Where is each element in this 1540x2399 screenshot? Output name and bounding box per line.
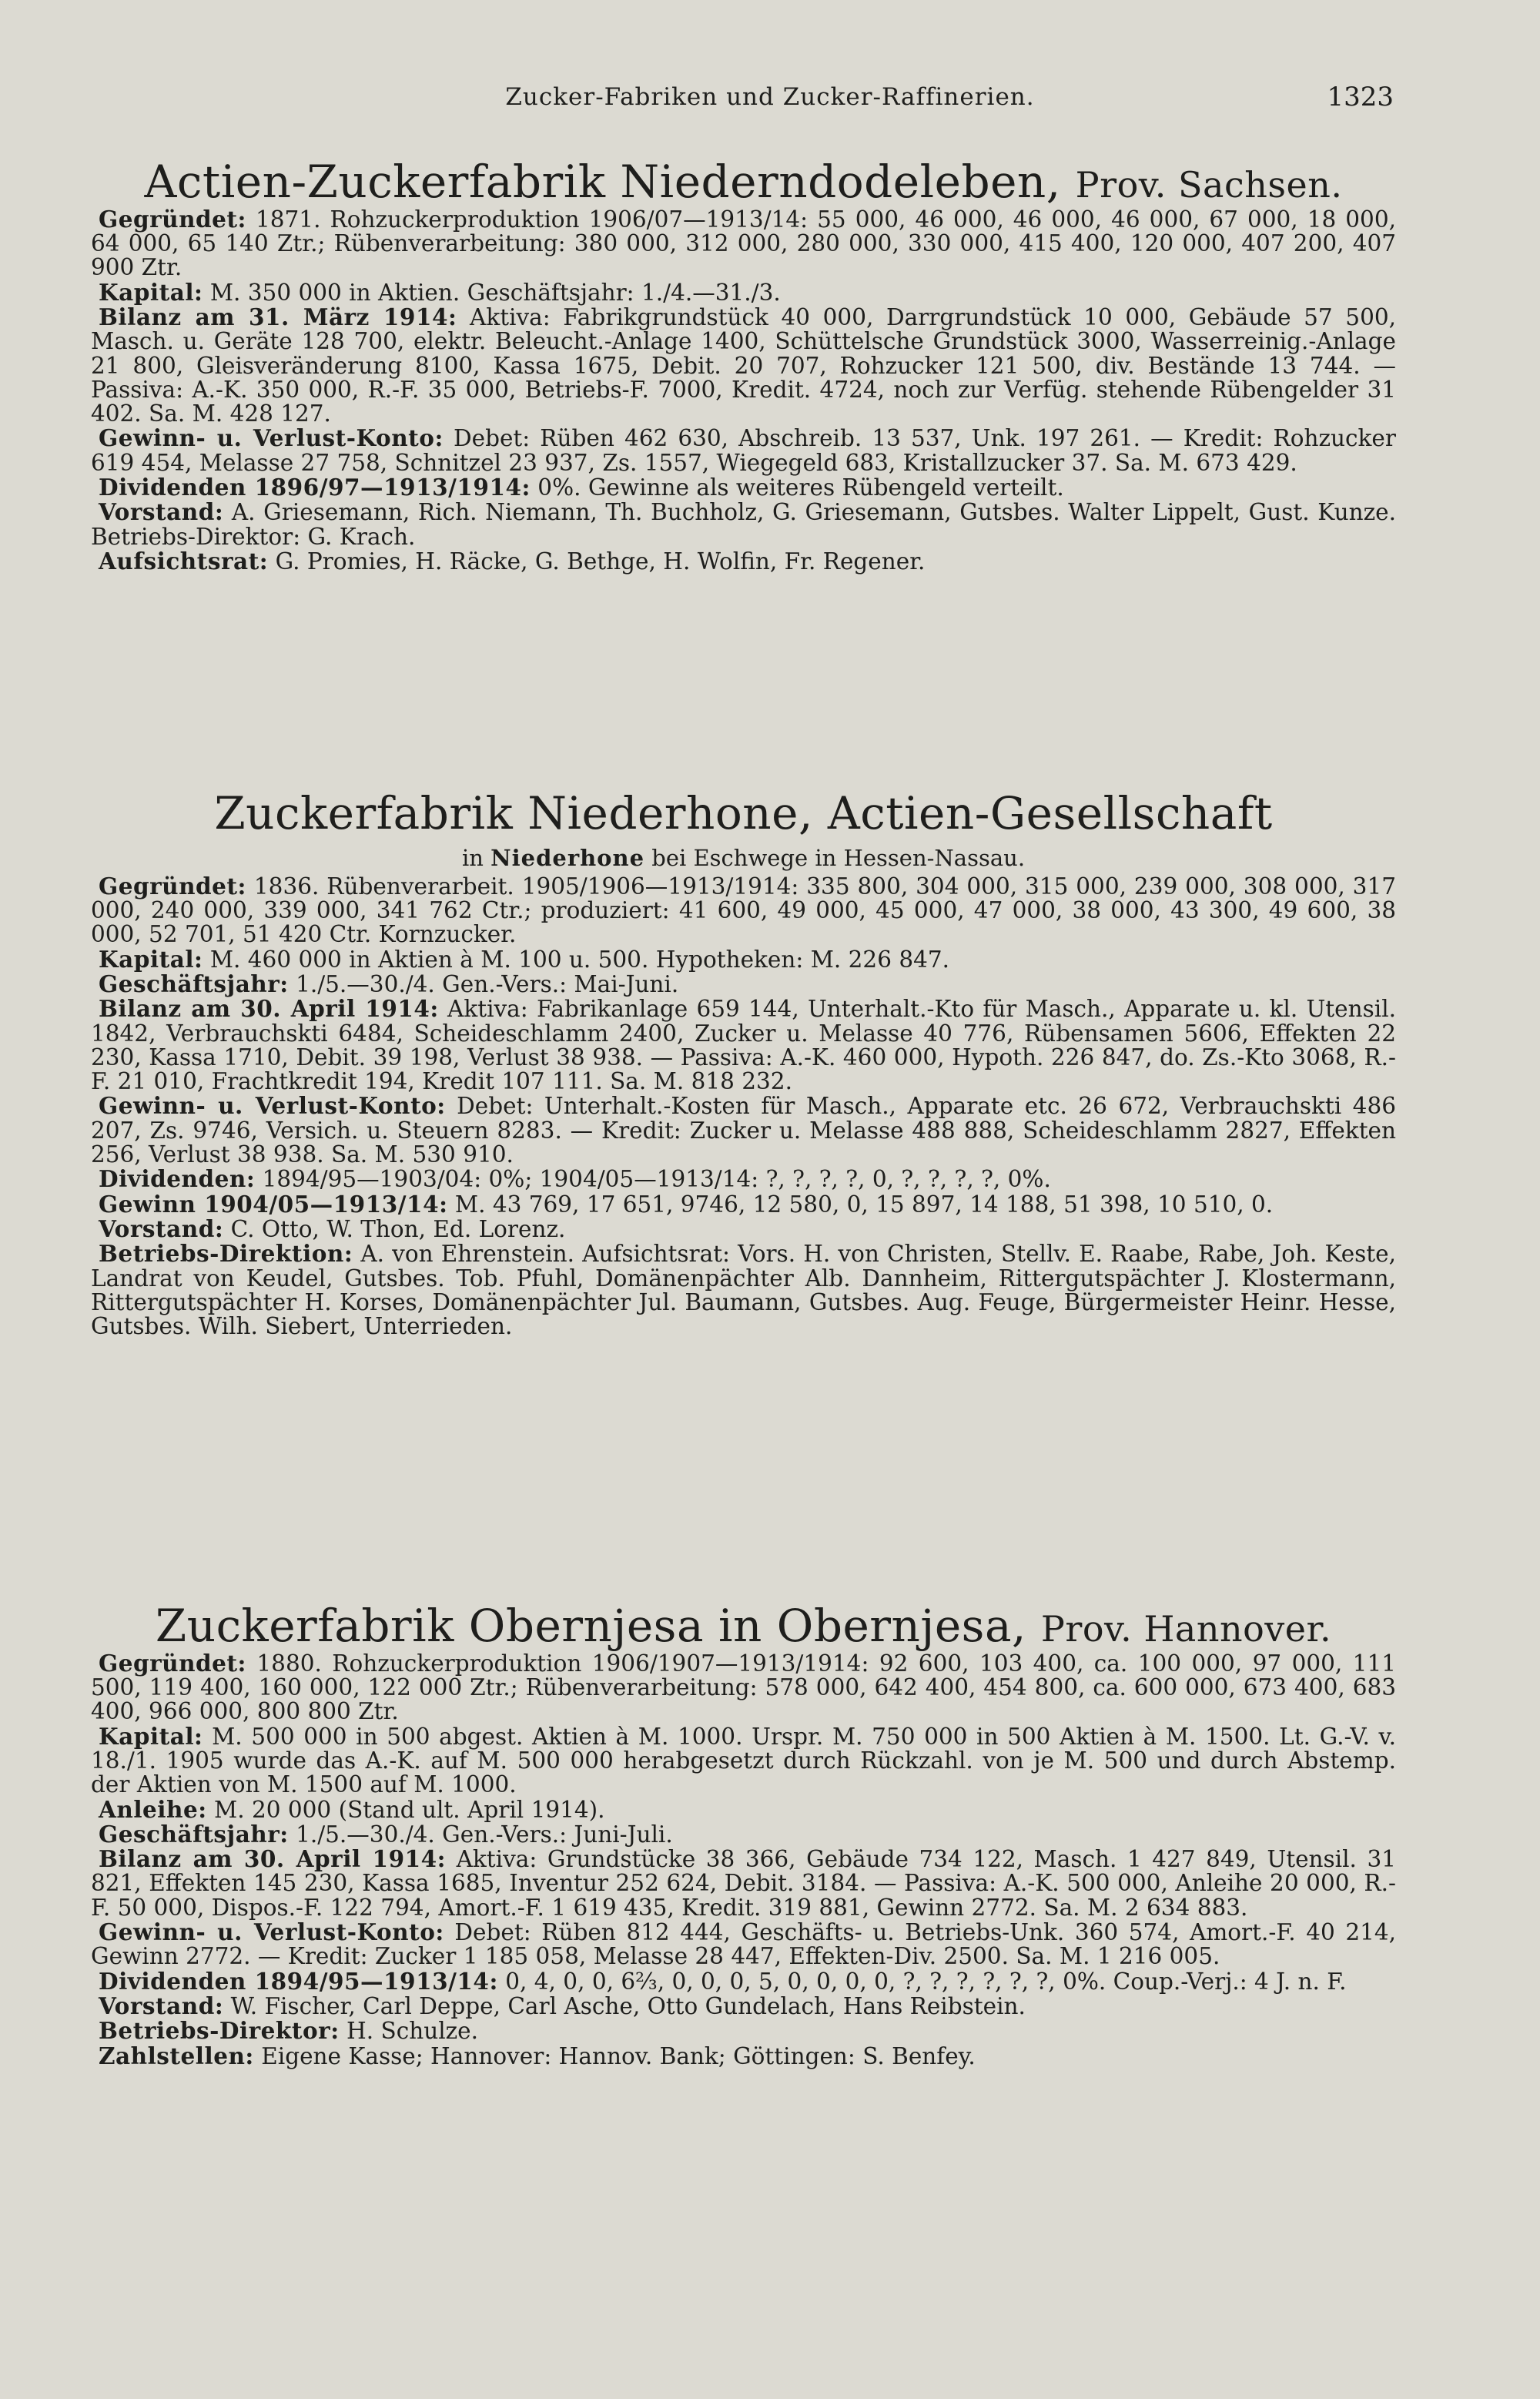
company-region: Prov. Sachsen. [1075,164,1343,206]
company-title [91,158,1396,207]
company-entry-obernjesa [91,1602,1396,2322]
capital-paragraph: Kapital: M. 350 000 in Aktien. Geschäftsjahr: 1./4.—31./3. [99,278,781,306]
company-entry-niederhone [91,789,1396,1475]
company-entry-niederndodeleben [91,158,1396,743]
loan-paragraph: Anleihe: M. 20 000 (Stand ult. April 1914). [99,1795,605,1823]
management-paragraph: Betriebs-Direktion: A. von Ehrenstein. Aufsichtsrat: Vors. H. von Christen, Stellv. E. Raabe, Rabe, Joh. Keste, Landrat von Keudel, Gutsbes. Tob. Pfuhl, Domänenpächter Alb. Dannheim, Rittergutspächter J. Klostermann, Rittergutspächter H. Korses, Domänenpächter Jul. Baumann, Gutsbes. Aug. Feuge, Bürgermeister Heinr. Hesse, Gutsbes. Wilh. Siebert, Unterrieden. [91,1240,1396,1340]
company-region: Prov. Hannover. [1040,1608,1332,1650]
dividends-paragraph: Dividenden: 1894/95—1903/04: 0%; 1904/05—1913/14: ?, ?, ?, ?, 0, ?, ?, ?, ?, 0%. [99,1165,1051,1193]
board-paragraph: Vorstand: W. Fischer, Carl Deppe, Carl Asche, Otto Gundelach, Hans Reibstein. [99,1992,1026,2019]
paying-agents-paragraph: Zahlstellen: Eigene Kasse; Hannover: Hannov. Bank; Göttingen: S. Benfey. [99,2042,976,2069]
page-number: 1323 [1327,82,1394,112]
founded-paragraph: Gegründet: 1836. Rübenverarbeit. 1905/1906—1913/1914: 335 800, 304 000, 315 000, 239 000, 308 000, 317 000, 240 000, 339 000, 341 762 Ctr.; produziert: 41 600, 49 000, 45 000, 47 000, 38 000, 43 300, 49 600, 38 000, 52 701, 51 420 Ctr. Kornzucker. [91,872,1396,948]
balance-paragraph: Bilanz am 30. April 1914: Aktiva: Grundstücke 38 366, Gebäude 734 122, Masch. 1 427 849, Utensil. 31 821, Effekten 145 230, Kassa 1685, Inventur 252 624, Debit. 3184. — Passiva: A.-K. 500 000, Anleihe 20 000, R.-F. 50 000, Dispos.-F. 122 794, Amort.-F. 1 619 435, Kredit. 319 881, Gewinn 2772. Sa. M. 2 634 883. [91,1845,1396,1921]
running-title: Zucker-Fabriken und Zucker-Raffinerien. [505,83,1035,111]
founded-paragraph: Gegründet: 1871. Rohzuckerproduktion 1906/07—1913/14: 55 000, 46 000, 46 000, 46 000, 67 000, 18 000, 64 000, 65 140 Ztr.; Rübenverarbeitung: 380 000, 312 000, 280 000, 330 000, 415 400, 120 000, 407 200, 407 900 Ztr. [91,205,1396,281]
running-head [0,79,1540,117]
company-name: Zuckerfabrik Niederhone, Actien-Gesellschaft [214,787,1273,839]
company-location: in Niederhone bei Eschwege in Hessen-Nassau. [461,844,1026,871]
board-paragraph: Vorstand: A. Griesemann, Rich. Niemann, Th. Buchholz, G. Griesemann, Gutsbes. Walter Lippelt, Gust. Kunze. Betriebs-Direktor: G. Krach. [91,498,1396,550]
board-paragraph: Vorstand: C. Otto, W. Thon, Ed. Lorenz. [99,1215,566,1242]
founded-paragraph: Gegründet: 1880. Rohzuckerproduktion 1906/1907—1913/1914: 92 600, 103 400, ca. 100 000, 97 000, 111 500, 119 400, 160 000, 122 000 Ztr.; Rübenverarbeitung: 578 000, 642 400, 454 800, ca. 600 000, 673 400, 683 400, 966 000, 800 800 Ztr. [91,1649,1396,1725]
profit-loss-paragraph: Gewinn- u. Verlust-Konto: Debet: Unterhalt.-Kosten für Masch., Apparate etc. 26 672, Verbrauchskti 486 207, Zs. 9746, Versich. u. Steuern 8283. — Kredit: Zucker u. Melasse 488 888, Scheideschlamm 2827, Effekten 256, Verlust 38 938. Sa. M. 530 910. [91,1092,1396,1168]
fiscal-year-paragraph: Geschäftsjahr: 1./5.—30./4. Gen.-Vers.: Mai-Juni. [99,970,679,997]
balance-paragraph: Bilanz am 31. März 1914: Aktiva: Fabrikgrundstück 40 000, Darrgrundstück 10 000, Gebäude 57 500, Masch. u. Geräte 128 700, elektr. Beleucht.-Anlage 1400, Schüttelsche Grundstück 3000, Wasserreinig.-Anlage 21 800, Gleisveränderung 8100, Kassa 1675, Debit. 20 707, Rohzucker 121 500, div. Bestände 13 744. — Passiva: A.-K. 350 000, R.-F. 35 000, Betriebs-F. 7000, Kredit. 4724, noch zur Verfüg. stehende Rübengelder 31 402. Sa. M. 428 127. [91,303,1396,427]
director-paragraph: Betriebs-Direktor: H. Schulze. [99,2017,479,2045]
company-name: Actien-Zuckerfabrik Niederndodeleben, [144,156,1061,208]
capital-paragraph: Kapital: M. 500 000 in 500 abgest. Aktien à M. 1000. Urspr. M. 750 000 in 500 Aktien à M. 1500. Lt. G.-V. v. 18./1. 1905 wurde das A.-K. auf M. 500 000 herabgesetzt durch Rückzahl. von je M. 500 und durch Abstemp. der Aktien von M. 1500 auf M. 1000. [91,1722,1396,1798]
fiscal-year-paragraph: Geschäftsjahr: 1./5.—30./4. Gen.-Vers.: Juni-Juli. [99,1820,673,1848]
profit-loss-paragraph: Gewinn- u. Verlust-Konto: Debet: Rüben 462 630, Abschreib. 13 537, Unk. 197 261. — Kredit: Rohzucker 619 454, Melasse 27 758, Schnitzel 23 937, Zs. 1557, Wiegegeld 683, Kristallzucker 37. Sa. M. 673 429. [91,424,1396,476]
supervisory-board-paragraph: Aufsichtsrat: G. Promies, H. Räcke, G. Bethge, H. Wolfin, Fr. Regener. [99,547,926,575]
company-title [91,789,1396,839]
dividends-paragraph: Dividenden 1894/95—1913/14: 0, 4, 0, 0, 6⅔, 0, 0, 0, 5, 0, 0, 0, 0, ?, ?, ?, ?, ?, ?, 0%. Coup.-Verj.: 4 J. n. F. [99,1967,1347,1995]
company-title [91,1602,1396,1651]
dividends-paragraph: Dividenden 1896/97—1913/1914: 0%. Gewinne als weiteres Rübengeld verteilt. [99,474,1064,501]
profit-paragraph: Gewinn 1904/05—1913/14: M. 43 769, 17 651, 9746, 12 580, 0, 15 897, 14 188, 51 398, 10 510, 0. [99,1190,1274,1218]
company-name: Zuckerfabrik Obernjesa in Obernjesa, [155,1600,1026,1652]
balance-paragraph: Bilanz am 30. April 1914: Aktiva: Fabrikanlage 659 144, Unterhalt.-Kto für Masch., Apparate u. kl. Utensil. 1842, Verbrauchskti 6484, Scheideschlamm 2400, Zucker u. Melasse 40 776, Rübensamen 5606, Effekten 22 230, Kassa 1710, Debit. 39 198, Verlust 38 938. — Passiva: A.-K. 460 000, Hypoth. 226 847, do. Zs.-Kto 3068, R.-F. 21 010, Frachtkredit 194, Kredit 107 111. Sa. M. 818 232. [91,995,1397,1095]
profit-loss-paragraph: Gewinn- u. Verlust-Konto: Debet: Rüben 812 444, Geschäfts- u. Betriebs-Unk. 360 574, Amort.-F. 40 214, Gewinn 2772. — Kredit: Zucker 1 185 058, Melasse 28 447, Effekten-Div. 2500. Sa. M. 1 216 005. [91,1918,1396,1970]
capital-paragraph: Kapital: M. 460 000 in Aktien à M. 100 u. 500. Hypotheken: M. 226 847. [99,945,950,973]
